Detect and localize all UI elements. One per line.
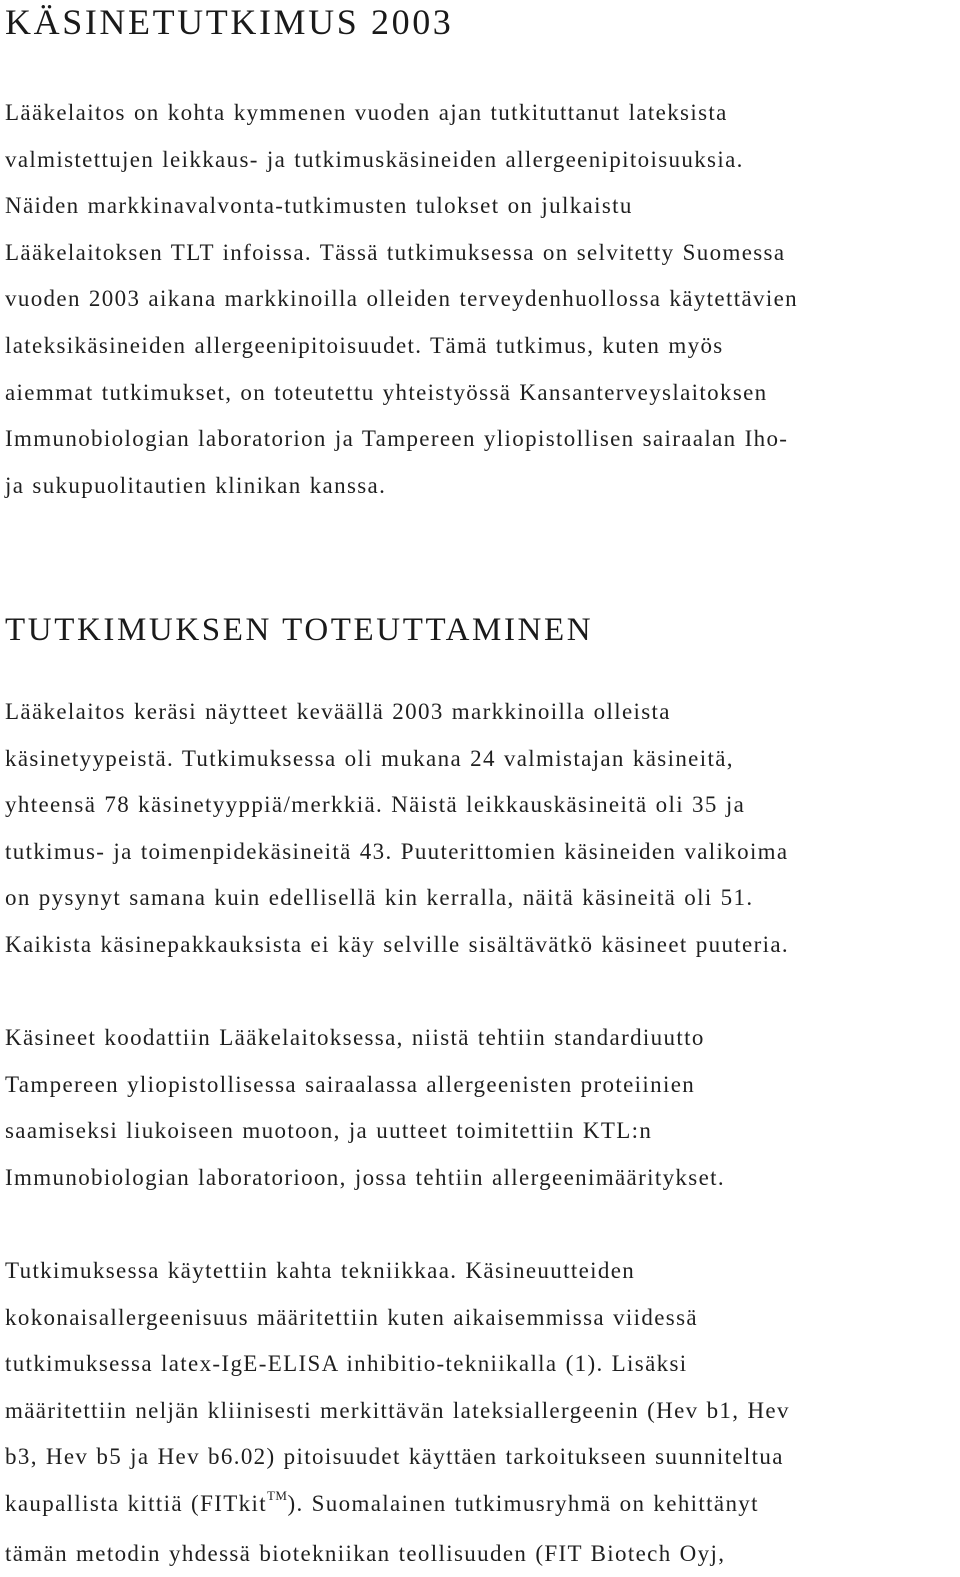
methods-paragraph-2 [5, 1015, 725, 1201]
trademark-superscript: TM [266, 1487, 288, 1503]
document-title: KÄSINETUTKIMUS 2003 [5, 2, 454, 42]
paragraph-line: Käsineet koodattiin Lääkelaitoksessa, niistä tehtiin standardiuutto [5, 1025, 705, 1050]
paragraph-line: kokonaisallergeenisuus määritettiin kuten aikaisemmissa viidessä [5, 1304, 698, 1330]
paragraph-line: Lääkelaitos keräsi näytteet keväällä 2003 markkinoilla olleista [5, 699, 671, 724]
paragraph-line: tutkimuksessa latex-IgE-ELISA inhibitio-tekniikalla (1). Lisäksi [5, 1351, 688, 1377]
intro-line: lateksikäsineiden allergeenipitoisuudet. Tämä tutkimus, kuten myös [5, 332, 724, 358]
paragraph-line: tämän metodin yhdessä biotekniikan teollisuuden (FIT Biotech Oyj, [5, 1540, 726, 1566]
intro-paragraph [5, 90, 798, 509]
paragraph-line: määritettiin neljän kliinisesti merkittävän lateksiallergeenin (Hev b1, Hev [5, 1397, 790, 1423]
paragraph-line: b3, Hev b5 ja Hev b6.02) pitoisuudet käyttäen tarkoitukseen suunniteltua [5, 1444, 784, 1470]
section-heading: TUTKIMUKSEN TOTEUTTAMINEN [5, 612, 594, 648]
paragraph-line: Tampereen yliopistollisessa sairaalassa allergeenisten proteiinien [5, 1071, 696, 1097]
paragraph-line-with-trademark [5, 1481, 790, 1531]
line-text-after-trademark: ). Suomalainen tutkimusryhmä on kehittänyt [287, 1490, 759, 1516]
paragraph-line: Kaikista käsinepakkauksista ei käy selville sisältävätkö käsineet puuteria. [5, 931, 789, 957]
intro-line: ja sukupuolitautien klinikan kanssa. [5, 472, 387, 498]
paragraph-line: käsinetyypeistä. Tutkimuksessa oli mukana 24 valmistajan käsineitä, [5, 745, 734, 771]
intro-line: Lääkelaitos on kohta kymmenen vuoden ajan tutkituttanut lateksista [5, 100, 728, 125]
line-text-before-trademark: kaupallista kittiä (FITkit [5, 1490, 267, 1516]
intro-line: aiemmat tutkimukset, on toteutettu yhteistyössä Kansanterveyslaitoksen [5, 379, 768, 405]
paragraph-line: on pysynyt samana kuin edellisellä kin kerralla, näitä käsineitä oli 51. [5, 885, 754, 911]
intro-line: valmistettujen leikkaus- ja tutkimuskäsineiden allergeenipitoisuuksia. [5, 146, 744, 172]
paragraph-line: yhteensä 78 käsinetyyppiä/merkkiä. Näistä leikkauskäsineitä oli 35 ja [5, 792, 746, 818]
paragraph-line: saamiseksi liukoiseen muotoon, ja uutteet toimitettiin KTL:n [5, 1118, 653, 1144]
paragraph-line: tutkimus- ja toimenpidekäsineitä 43. Puuterittomien käsineiden valikoima [5, 838, 789, 864]
intro-line: Immunobiologian laboratorion ja Tampereen yliopistollisen sairaalan Iho- [5, 426, 789, 452]
intro-line: Lääkelaitoksen TLT infoissa. Tässä tutkimuksessa on selvitetty Suomessa [5, 239, 786, 265]
paragraph-line: Tutkimuksessa käytettiin kahta tekniikkaa. Käsineuutteiden [5, 1258, 636, 1283]
intro-line: vuoden 2003 aikana markkinoilla olleiden terveydenhuollossa käytettävien [5, 286, 798, 312]
methods-paragraph-1 [5, 689, 789, 969]
methods-paragraph-3 [5, 1248, 790, 1577]
paragraph-line: Immunobiologian laboratorioon, jossa tehtiin allergeenimääritykset. [5, 1164, 725, 1190]
intro-line: Näiden markkinavalvonta-tutkimusten tulokset on julkaistu [5, 193, 633, 219]
